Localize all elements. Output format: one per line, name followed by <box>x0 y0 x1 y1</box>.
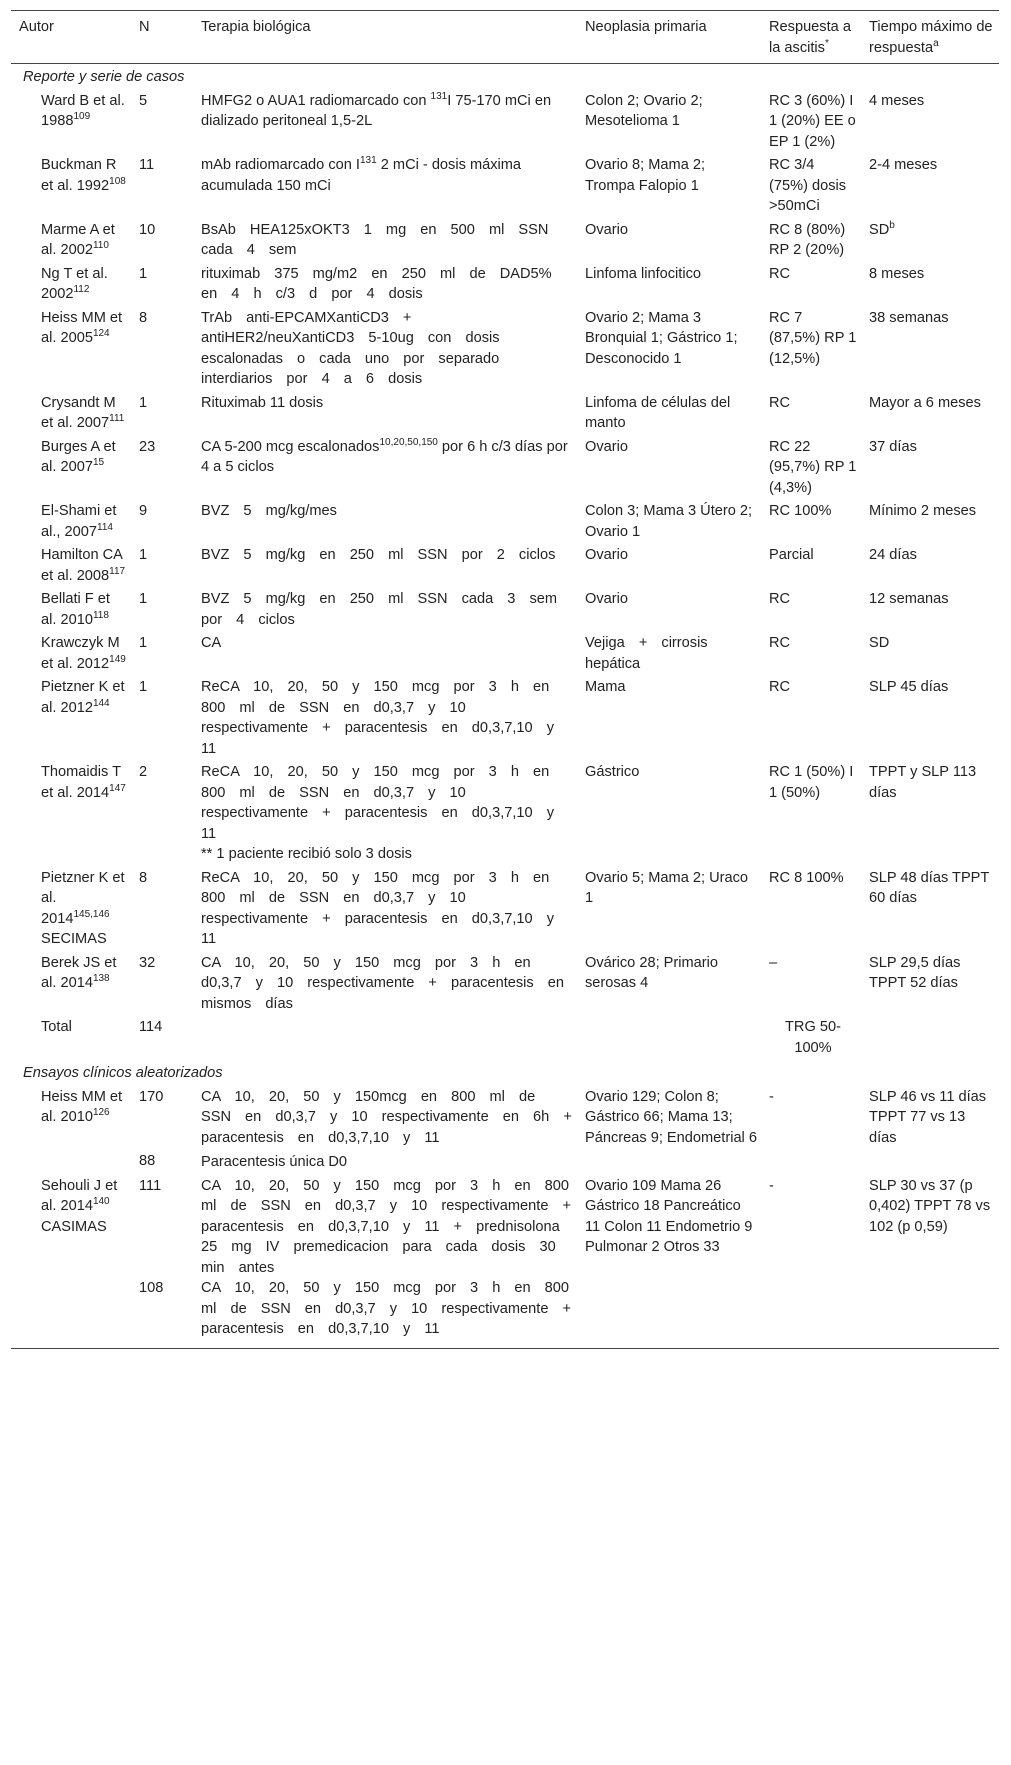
header-autor: Autor <box>19 19 54 35</box>
cell-autor <box>11 588 131 632</box>
cell-respuesta: RC 22 (95,7%) RP 1 (4,3%) <box>769 438 857 496</box>
cell-respuesta: - <box>769 1088 774 1105</box>
cell-respuesta: – <box>769 954 778 971</box>
cell-tiempo: 4 meses <box>869 92 925 109</box>
total-row <box>11 1016 999 1060</box>
table-row <box>11 952 999 1017</box>
cell-neoplasia: Ovario <box>585 221 628 238</box>
cell-respuesta: RC <box>769 394 791 411</box>
terapia-text: ReCA 10, 20, 50 y 150 mcg por 3 h en 800 ml de SSN en d0,3,7 y 10 respectivamente + paracentesis en d0,3,7,10 y 11 <box>201 764 555 842</box>
table-row <box>11 1175 999 1349</box>
autor-extra: CASIMAS <box>41 1218 107 1235</box>
table-row <box>11 90 999 155</box>
autor-ref: 110 <box>92 240 109 252</box>
terapia-text-a: mAb radiomarcado con I <box>201 157 360 173</box>
cell-n: 2 <box>139 764 148 780</box>
autor-ref: 114 <box>97 521 113 533</box>
table-row <box>11 307 999 392</box>
terapia-text-a: HMFG2 o AUA1 radiomarcado con <box>201 92 431 109</box>
cell-tiempo: SLP 48 días TPPT 60 días <box>869 869 990 906</box>
table-row <box>11 1086 999 1175</box>
cell-autor <box>11 1086 131 1175</box>
autor-ref: 144 <box>92 697 110 709</box>
cell-neoplasia: Linfoma linfocitico <box>585 265 701 282</box>
cell-respuesta: RC 8 100% <box>769 869 844 886</box>
autor-text: Buckman R et al. 1992 <box>41 157 117 194</box>
cell-respuesta: RC 1 (50%) I 1 (50%) <box>769 764 854 801</box>
autor-text: Marme A et al. 2002 <box>41 221 115 258</box>
autor-text: Ward B et al. 1988 <box>41 92 125 129</box>
cell-n <box>131 1086 193 1175</box>
table-row <box>11 154 999 219</box>
cell-respuesta: RC <box>769 635 791 651</box>
cell-respuesta: Parcial <box>769 547 814 563</box>
total-empty <box>193 1016 577 1060</box>
cell-tiempo: SLP 46 vs 11 días TPPT 77 vs 13 días <box>869 1088 987 1146</box>
autor-ref: 126 <box>92 1107 110 1119</box>
autor-ref: 108 <box>109 175 126 187</box>
cell-autor <box>11 867 131 952</box>
cell-tiempo: 12 semanas <box>869 591 949 607</box>
cell-tiempo: TPPT y SLP 113 días <box>869 764 977 801</box>
cell-neoplasia: Ovario 2; Mama 3 Bronquial 1; Gástrico 1; Desconocido 1 <box>585 309 738 367</box>
cell-autor <box>11 761 131 867</box>
cell-terapia <box>193 90 577 155</box>
autor-text: El-Shami et al., 2007 <box>41 503 117 540</box>
cell-terapia: CA <box>201 635 222 651</box>
cell-neoplasia: Ovario <box>585 438 628 455</box>
cell-tiempo: 8 meses <box>869 265 925 282</box>
cell-autor <box>11 952 131 1017</box>
section-row <box>11 1060 999 1086</box>
cell-neoplasia: Ovario <box>585 547 628 563</box>
autor-ref: 15 <box>92 457 105 469</box>
autor-ref: 112 <box>73 284 90 296</box>
table-body <box>11 64 999 1349</box>
results-table <box>11 10 999 1349</box>
autor-ref: 147 <box>109 782 126 794</box>
autor-ref: 140 <box>92 1196 110 1208</box>
cell-neoplasia: Mama <box>585 679 626 695</box>
table-row <box>11 761 999 867</box>
autor-text: Bellati F et al. 2010 <box>41 591 110 628</box>
table-row <box>11 544 999 588</box>
cell-tiempo: 24 días <box>869 547 917 563</box>
header-respuesta-sup: * <box>824 37 829 49</box>
autor-ref: 138 <box>92 973 110 985</box>
cell-n: 11 <box>139 157 155 173</box>
tiempo-text: SD <box>869 221 890 238</box>
cell-tiempo: 2-4 meses <box>869 157 938 173</box>
cell-n: 1 <box>139 679 148 695</box>
table-row <box>11 219 999 263</box>
cell-terapia <box>193 154 577 219</box>
terapia-arm1: CA 10, 20, 50 y 150mcg en 800 ml de SSN en d0,3,7 y 10 respectivamente en 6h + paracentesis en d0,3,7,10 y 11 <box>201 1088 572 1146</box>
table-row <box>11 676 999 761</box>
n-arm1: 170 <box>139 1088 164 1105</box>
n-arm2: 88 <box>139 1153 156 1169</box>
cell-autor <box>11 676 131 761</box>
terapia-text-a: CA 5-200 mcg escalonados <box>201 438 380 455</box>
cell-n: 5 <box>139 92 148 109</box>
header-terapia: Terapia biológica <box>201 19 311 35</box>
table-row <box>11 436 999 501</box>
cell-n: 1 <box>139 547 148 563</box>
cell-respuesta: RC 100% <box>769 503 832 519</box>
terapia-text-b: por 6 h c/3 días por 4 a 5 ciclos <box>201 438 568 475</box>
cell-terapia: CA 10, 20, 50 y 150 mcg por 3 h en d0,3,7 y 10 respectivamente + paracentesis en mismos días <box>201 954 565 1012</box>
cell-autor <box>11 500 131 544</box>
cell-n: 23 <box>139 438 156 455</box>
section-title-trials: Ensayos clínicos aleatorizados <box>23 1065 223 1081</box>
autor-text: Crysandt M et al. 2007 <box>41 394 116 431</box>
header-tiempo-sup: a <box>933 37 939 49</box>
cell-n <box>131 1175 193 1349</box>
autor-ref: 124 <box>92 328 110 340</box>
cell-terapia: Rituximab 11 dosis <box>201 394 324 411</box>
cell-respuesta: RC 3/4 (75%) dosis >50mCi <box>769 157 847 214</box>
autor-text: Sehouli J et al. 2014 <box>41 1177 118 1214</box>
autor-text: Pietzner K et al. 2014 <box>41 869 125 927</box>
cell-respuesta: RC <box>769 591 791 607</box>
cell-neoplasia: Colon 2; Ovario 2; Mesotelioma 1 <box>585 92 703 129</box>
total-empty <box>577 1016 761 1060</box>
terapia-arm2: CA 10, 20, 50 y 150 mcg por 3 h en 800 ml de SSN en d0,3,7 y 10 respectivamente + paracentesis en d0,3,7,10 y 11 <box>201 1280 572 1337</box>
cell-autor <box>11 632 131 676</box>
terapia-sup: 131 <box>360 155 377 167</box>
cell-autor <box>11 263 131 307</box>
autor-text: Pietzner K et al. 2012 <box>41 679 125 716</box>
autor-ref: 109 <box>73 111 91 123</box>
cell-neoplasia: Linfoma de células del manto <box>585 394 731 431</box>
cell-autor <box>11 544 131 588</box>
header-neoplasia: Neoplasia primaria <box>585 19 707 35</box>
total-empty <box>861 1016 999 1060</box>
autor-text: Berek JS et al. 2014 <box>41 954 117 991</box>
total-respuesta: TRG 50-100% <box>785 1019 841 1056</box>
cell-neoplasia: Ovario 129; Colon 8; Gástrico 66; Mama 13; Páncreas 9; Endometrial 6 <box>585 1088 757 1146</box>
cell-autor <box>11 90 131 155</box>
autor-text: Heiss MM et al. 2010 <box>41 1088 123 1125</box>
total-label: Total <box>41 1019 72 1035</box>
cell-neoplasia: Ovario <box>585 591 628 607</box>
section-title-cases: Reporte y serie de casos <box>23 69 185 85</box>
cell-terapia: BsAb HEA125xOKT3 1 mg en 500 ml SSN cada 4 sem <box>201 221 549 258</box>
autor-ref: 149 <box>109 653 126 665</box>
cell-tiempo: SLP 30 vs 37 (p 0,402) TPPT 78 vs 102 (p 0,59) <box>869 1177 991 1235</box>
cell-respuesta: - <box>769 1177 774 1194</box>
cell-neoplasia: Ovario 109 Mama 26 Gástrico 18 Pancreático 11 Colon 11 Endometrio 9 Pulmonar 2 Otros 33 <box>585 1177 753 1255</box>
cell-neoplasia: Ovario 8; Mama 2; Trompa Falopio 1 <box>585 157 706 194</box>
cell-respuesta: RC <box>769 265 791 282</box>
terapia-text-b: I 75-170 mCi en dializado peritoneal 1,5-2L <box>201 92 552 129</box>
table-row <box>11 392 999 436</box>
cell-neoplasia: Gástrico <box>585 764 640 780</box>
autor-text: Krawczyk M et al. 2012 <box>41 635 120 672</box>
cell-terapia <box>193 436 577 501</box>
cell-autor <box>11 219 131 263</box>
cell-n: 1 <box>139 394 148 411</box>
cell-n: 1 <box>139 591 148 607</box>
cell-n: 10 <box>139 221 156 238</box>
cell-neoplasia: Ovárico 28; Primario serosas 4 <box>585 954 719 991</box>
table-header <box>11 11 999 64</box>
cell-terapia <box>193 1086 577 1175</box>
cell-tiempo: 38 semanas <box>869 309 949 326</box>
cell-autor <box>11 154 131 219</box>
cell-terapia: ReCA 10, 20, 50 y 150 mcg por 3 h en 800 ml de SSN en d0,3,7 y 10 respectivamente + paracentesis en d0,3,7,10 y 11 <box>201 869 555 947</box>
cell-n: 8 <box>139 309 148 326</box>
table-row <box>11 588 999 632</box>
cell-tiempo: SLP 45 días <box>869 679 949 695</box>
terapia-note: ** 1 paciente recibió solo 3 dosis <box>201 846 412 862</box>
cell-n: 1 <box>139 265 148 282</box>
cell-tiempo: SD <box>869 635 890 651</box>
cell-terapia: BVZ 5 mg/kg/mes <box>201 503 337 519</box>
header-respuesta <box>761 11 861 64</box>
table-row <box>11 500 999 544</box>
total-n: 114 <box>139 1019 163 1035</box>
section-row <box>11 64 999 90</box>
cell-n: 8 <box>139 869 148 886</box>
cell-n: 32 <box>139 954 156 971</box>
autor-text: Burges A et al. 2007 <box>41 438 116 475</box>
cell-terapia <box>193 761 577 867</box>
autor-ref: 145,146 <box>73 908 110 920</box>
cell-n: 9 <box>139 503 148 519</box>
cell-terapia: TrAb anti-EPCAMXantiCD3 + antiHER2/neuXantiCD3 5-10ug con dosis escalonadas o cada uno por separado interdiarios por 4 a 6 dosis <box>201 309 500 387</box>
cell-autor <box>11 436 131 501</box>
n-arm2: 108 <box>139 1280 164 1296</box>
header-tiempo-text: Tiempo máximo de respuesta <box>869 19 993 56</box>
terapia-arm1: CA 10, 20, 50 y 150 mcg por 3 h en 800 ml de SSN en d0,3,7 y 10 respectivamente + paracentesis en d0,3,7,10 y 11 + prednisolona 25 mg IV premedicacion para cada dosis 30 min antes <box>201 1177 572 1276</box>
autor-extra: SECIMAS <box>41 931 107 947</box>
cell-neoplasia: Ovario 5; Mama 2; Uraco 1 <box>585 869 749 906</box>
cell-respuesta: RC <box>769 679 791 695</box>
autor-ref: 117 <box>109 565 126 577</box>
terapia-sup: 131 <box>430 90 448 102</box>
cell-tiempo: 37 días <box>869 438 917 455</box>
cell-autor <box>11 307 131 392</box>
cell-terapia: BVZ 5 mg/kg en 250 ml SSN por 2 ciclos <box>201 547 556 563</box>
table-row <box>11 263 999 307</box>
cell-terapia: BVZ 5 mg/kg en 250 ml SSN cada 3 sem por 4 ciclos <box>201 591 558 628</box>
cell-neoplasia: Vejiga + cirrosis hepática <box>585 635 708 672</box>
cell-tiempo: Mínimo 2 meses <box>869 503 977 519</box>
terapia-arm2: Paracentesis única D0 <box>201 1154 348 1170</box>
table-row <box>11 632 999 676</box>
table-row <box>11 867 999 952</box>
tiempo-sup: b <box>889 219 895 231</box>
autor-ref: 111 <box>109 413 125 425</box>
terapia-sup: 10,20,50,150 <box>379 436 438 448</box>
cell-tiempo: Mayor a 6 meses <box>869 394 981 411</box>
autor-text: Heiss MM et al. 2005 <box>41 309 123 346</box>
autor-text: Hamilton CA et al. 2008 <box>41 547 123 584</box>
cell-autor <box>11 1175 131 1349</box>
cell-n: 1 <box>139 635 148 651</box>
header-tiempo <box>861 11 999 64</box>
cell-terapia: rituximab 375 mg/m2 en 250 ml de DAD5% en 4 h c/3 d por 4 dosis <box>201 265 552 302</box>
cell-tiempo: SLP 29,5 días TPPT 52 días <box>869 954 961 991</box>
header-respuesta-text: Respuesta a la ascitis <box>769 19 851 56</box>
cell-neoplasia: Colon 3; Mama 3 Útero 2; Ovario 1 <box>585 503 753 540</box>
cell-respuesta: RC 3 (60%) I 1 (20%) EE o EP 1 (2%) <box>769 92 856 150</box>
autor-text: Thomaidis T et al. 2014 <box>41 764 121 801</box>
autor-ref: 118 <box>92 609 109 621</box>
cell-autor <box>11 392 131 436</box>
cell-respuesta: RC 8 (80%) RP 2 (20%) <box>769 221 846 258</box>
cell-terapia <box>193 1175 577 1349</box>
n-arm1: 111 <box>139 1177 162 1194</box>
cell-respuesta: RC 7 (87,5%) RP 1 (12,5%) <box>769 309 857 367</box>
terapia-text-b: 2 mCi - dosis máxima acumulada 150 mCi <box>201 157 522 194</box>
header-n: N <box>139 19 150 35</box>
cell-terapia: ReCA 10, 20, 50 y 150 mcg por 3 h en 800 ml de SSN en d0,3,7 y 10 respectivamente + paracentesis en d0,3,7,10 y 11 <box>201 679 555 757</box>
cell-tiempo <box>861 219 999 263</box>
autor-text: Ng T et al. 2002 <box>41 265 108 302</box>
